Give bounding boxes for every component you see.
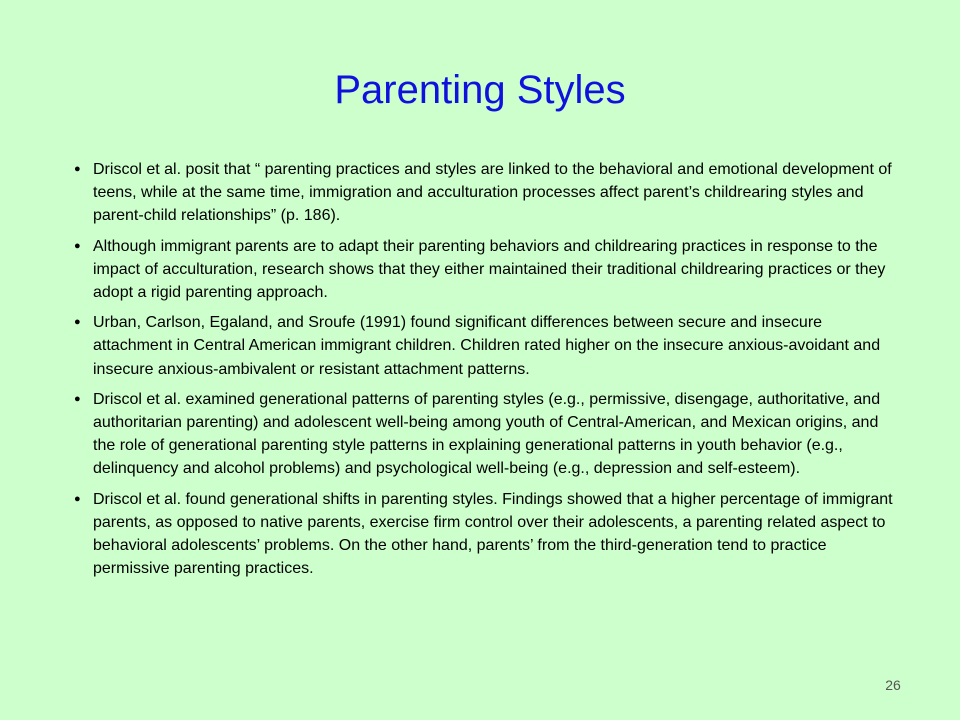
bullet-icon: ● — [74, 492, 81, 505]
bullet-text: Urban, Carlson, Egaland, and Sroufe (1991) found significant differences between secure and insecure attachment in Central American immigrant children. Children rated higher on the insecure anxious-avoidant and insecure anxious-ambivalent or resistant attachment patterns. — [93, 314, 881, 378]
bullet-icon: ● — [74, 163, 81, 175]
bullet-text: Although immigrant parents are to adapt their parenting behaviors and childrearing practices in response to the impact of acculturation, research shows that they either maintained their traditional childrearing practices or they adopt a rigid parenting approach. — [93, 237, 886, 302]
bullet-icon: ● — [74, 316, 81, 329]
slide-title: Parenting Styles — [334, 68, 626, 112]
bullet-item — [74, 311, 904, 381]
bullet-text: Driscol et al. found generational shifts in parenting styles. Findings showed that a higher percentage of immigrant parents, as opposed to native parents, exercise firm control over their adolescents, a parenting related aspect to behavioral adolescents’ problems. On the other hand, parents’ from the third-generation tend to practice permissive parenting practices. — [93, 490, 893, 578]
bullet-item — [74, 158, 904, 228]
bullet-item — [74, 235, 904, 305]
bullet-text: Driscol et al. examined generational patterns of parenting styles (e.g., permissive, disengage, authoritative, and authoritarian parenting) and adolescent well-being among youth of Central-American, and Mexican origins, and the role of generational parenting style patterns in explaining generational patterns in youth behavior (e.g., delinquency and alcohol problems) and psychological well-being (e.g., depression and self-esteem). — [93, 390, 881, 478]
bullet-text: Driscol et al. posit that “ parenting practices and styles are linked to the behavioral and emotional development of teens, while at the same time, immigration and acculturation processes affect parent’s childrearing styles and parent-child relationships” (p. 186). — [93, 161, 892, 225]
page-number: 26 — [885, 677, 901, 693]
bullet-icon: ● — [74, 392, 81, 405]
bullet-item — [74, 488, 904, 581]
bullet-item — [74, 388, 904, 481]
bullet-list — [74, 158, 904, 587]
bullet-icon: ● — [74, 239, 81, 252]
